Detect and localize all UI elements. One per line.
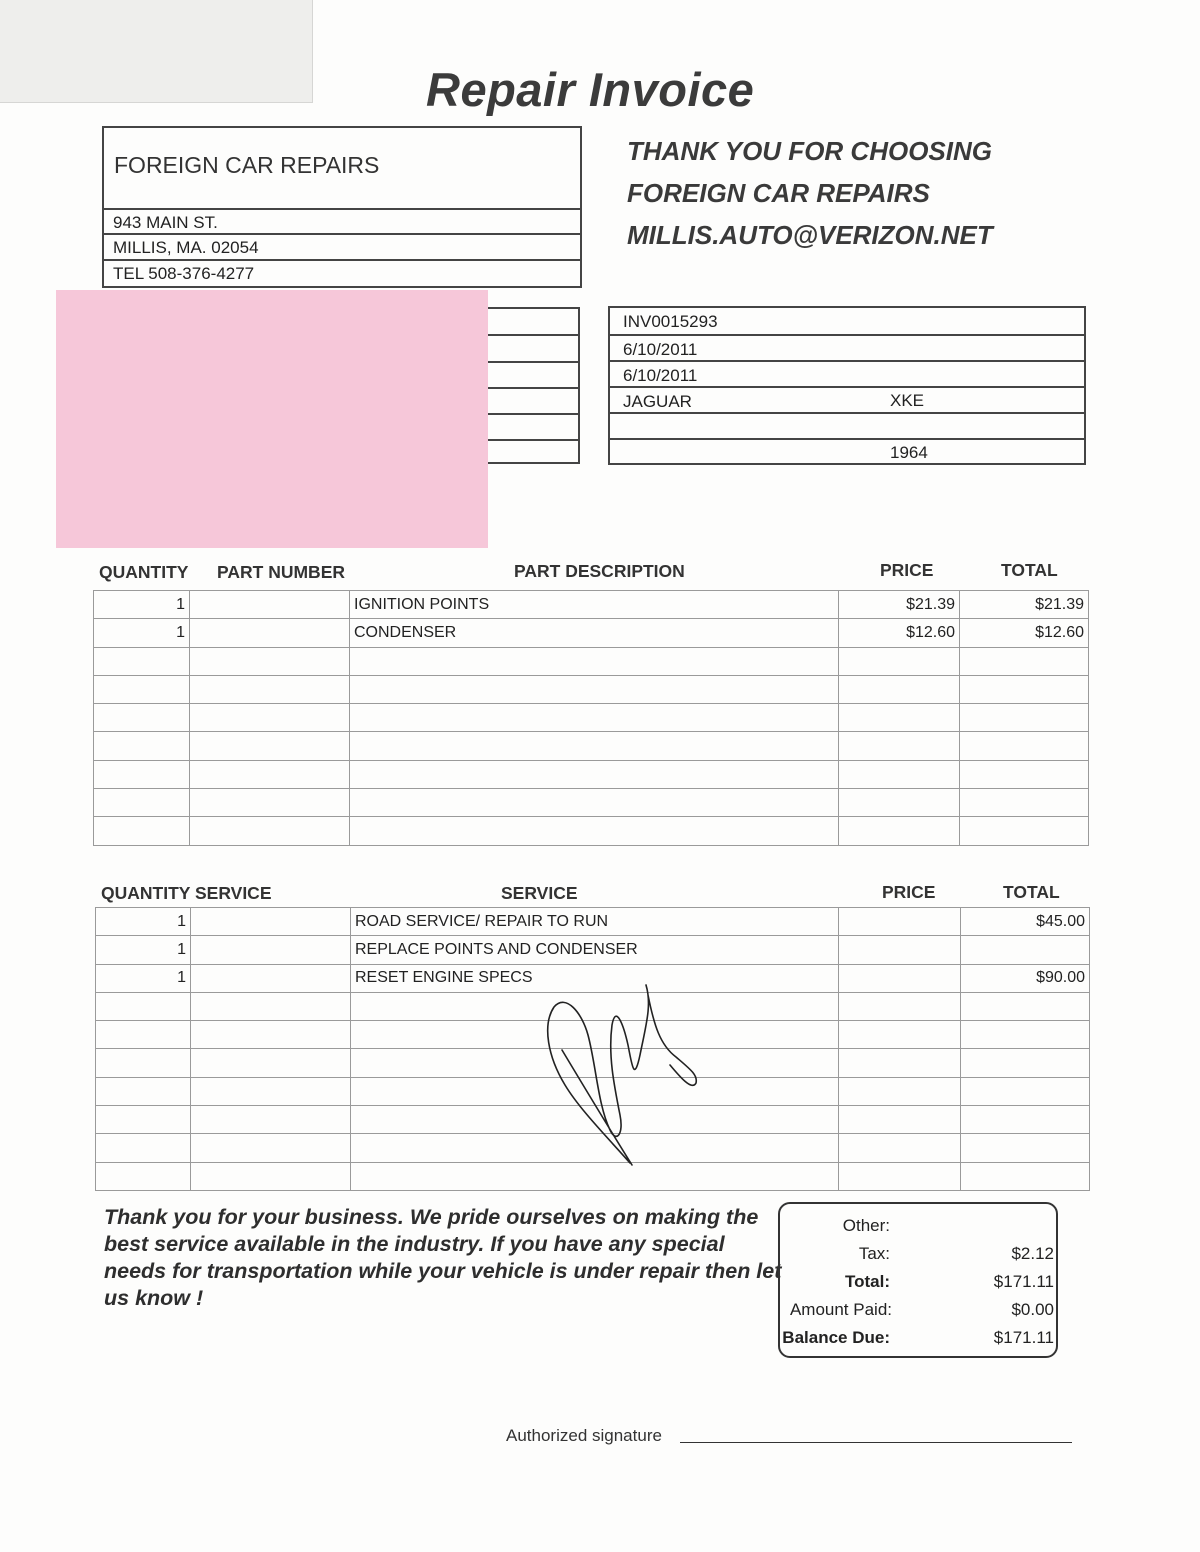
amount-paid-label: Amount Paid: bbox=[789, 1300, 892, 1319]
totals-tax-row bbox=[780, 1244, 1056, 1272]
company-name: FOREIGN CAR REPAIRS bbox=[114, 152, 380, 178]
invoice-date: 6/10/2011 bbox=[610, 334, 1084, 360]
handwritten-signature bbox=[520, 965, 720, 1175]
service-row-service-code bbox=[191, 1106, 351, 1134]
parts-row-total bbox=[960, 704, 1089, 732]
service-row-quantity bbox=[96, 1021, 191, 1049]
amount-paid-value: $0.00 bbox=[1011, 1300, 1054, 1319]
parts-row-quantity bbox=[94, 647, 190, 675]
totals-paid-row bbox=[780, 1300, 1056, 1328]
service-header-total: TOTAL bbox=[1003, 882, 1060, 902]
service-row-total bbox=[961, 936, 1090, 964]
parts-row bbox=[94, 619, 1089, 647]
parts-row-total bbox=[960, 789, 1089, 817]
parts-row-quantity bbox=[94, 760, 190, 788]
service-row-service-code bbox=[191, 1021, 351, 1049]
blank-row bbox=[610, 412, 1084, 438]
parts-row-price bbox=[839, 647, 960, 675]
parts-row bbox=[94, 760, 1089, 788]
parts-row-price bbox=[839, 789, 960, 817]
service-row-service-code bbox=[191, 992, 351, 1020]
service-row-price bbox=[839, 1162, 961, 1190]
address-line-city: MILLIS, MA. 02054 bbox=[104, 233, 580, 258]
parts-row-total bbox=[960, 817, 1089, 845]
service-row-quantity bbox=[96, 992, 191, 1020]
service-row-quantity: 1 bbox=[96, 936, 191, 964]
parts-row bbox=[94, 647, 1089, 675]
parts-row-quantity bbox=[94, 817, 190, 845]
parts-row-description bbox=[350, 704, 839, 732]
service-row-service: RESET ENGINE SPECS bbox=[351, 964, 839, 992]
service-row-total bbox=[961, 1106, 1090, 1134]
service-row-quantity bbox=[96, 1134, 191, 1162]
service-row-price bbox=[839, 1077, 961, 1105]
invoice-number: INV0015293 bbox=[623, 312, 718, 331]
total-value: $171.11 bbox=[993, 1272, 1054, 1291]
parts-row-quantity bbox=[94, 789, 190, 817]
parts-row-part-number bbox=[190, 760, 350, 788]
parts-row-part-number bbox=[190, 789, 350, 817]
parts-row-price: $21.39 bbox=[839, 591, 960, 619]
parts-row bbox=[94, 704, 1089, 732]
service-row-total: $45.00 bbox=[961, 908, 1090, 936]
service-row-service: REPLACE POINTS AND CONDENSER bbox=[351, 936, 839, 964]
vehicle-model: XKE bbox=[890, 391, 925, 410]
parts-header-part-number: PART NUMBER bbox=[217, 562, 346, 582]
closing-message: Thank you for your business. We pride ourselves on making the best service available in the industry. If you have any special needs for transportation while your vehicle is under repair then let us know ! bbox=[104, 1205, 782, 1310]
service-row-service-code bbox=[191, 964, 351, 992]
parts-row-price bbox=[839, 760, 960, 788]
service-row-price bbox=[839, 1106, 961, 1134]
thank-you-line2: FOREIGN CAR REPAIRS bbox=[627, 178, 930, 208]
paper-scrap-overlay bbox=[0, 0, 313, 103]
redaction-block bbox=[56, 290, 488, 548]
parts-row-price: $12.60 bbox=[839, 619, 960, 647]
parts-row-price bbox=[839, 732, 960, 760]
vehicle-make: JAGUAR bbox=[623, 392, 692, 411]
totals-other-row bbox=[780, 1216, 1056, 1244]
service-row-service: ROAD SERVICE/ REPAIR TO RUN bbox=[351, 908, 839, 936]
service-row-total bbox=[961, 992, 1090, 1020]
service-row-total bbox=[961, 1021, 1090, 1049]
parts-row-part-number bbox=[190, 732, 350, 760]
parts-row-quantity: 1 bbox=[94, 619, 190, 647]
service-row-price bbox=[839, 936, 961, 964]
service-header-price: PRICE bbox=[882, 882, 936, 902]
service-row-service-code bbox=[191, 908, 351, 936]
parts-row-total: $12.60 bbox=[960, 619, 1089, 647]
parts-row bbox=[94, 817, 1089, 845]
service-row-service-code bbox=[191, 1134, 351, 1162]
parts-row-description bbox=[350, 675, 839, 703]
service-row-quantity: 1 bbox=[96, 908, 191, 936]
service-row-service-code bbox=[191, 936, 351, 964]
company-info-box bbox=[102, 126, 582, 288]
service-row-total bbox=[961, 1134, 1090, 1162]
parts-row-total bbox=[960, 760, 1089, 788]
service-row bbox=[96, 908, 1090, 936]
parts-row-description: IGNITION POINTS bbox=[350, 591, 839, 619]
parts-table bbox=[93, 590, 1089, 846]
service-header-service: SERVICE bbox=[501, 883, 578, 903]
service-row-quantity bbox=[96, 1106, 191, 1134]
service-row-service-code bbox=[191, 1049, 351, 1077]
totals-box bbox=[778, 1202, 1058, 1358]
service-row-service-code bbox=[191, 1162, 351, 1190]
parts-row bbox=[94, 732, 1089, 760]
parts-row-description bbox=[350, 760, 839, 788]
parts-row-quantity bbox=[94, 704, 190, 732]
parts-row-part-number bbox=[190, 817, 350, 845]
parts-row-description bbox=[350, 789, 839, 817]
parts-row-description: CONDENSER bbox=[350, 619, 839, 647]
parts-row-part-number bbox=[190, 647, 350, 675]
thank-you-line1: THANK YOU FOR CHOOSING bbox=[627, 136, 992, 166]
parts-row bbox=[94, 789, 1089, 817]
invoice-info-box bbox=[608, 306, 1086, 465]
parts-row-part-number bbox=[190, 704, 350, 732]
signature-line bbox=[680, 1442, 1072, 1443]
tax-value: $2.12 bbox=[1011, 1244, 1054, 1263]
service-row-price bbox=[839, 964, 961, 992]
service-row-quantity bbox=[96, 1077, 191, 1105]
service-row-total bbox=[961, 1049, 1090, 1077]
parts-row-description bbox=[350, 647, 839, 675]
service-header-quantity: QUANTITY SERVICE bbox=[101, 883, 272, 903]
parts-row bbox=[94, 591, 1089, 619]
service-row-price bbox=[839, 1134, 961, 1162]
total-label: Total: bbox=[844, 1272, 890, 1291]
parts-row-part-number bbox=[190, 619, 350, 647]
address-line-phone: TEL 508-376-4277 bbox=[104, 259, 580, 284]
parts-header-description: PART DESCRIPTION bbox=[514, 561, 685, 581]
year-row bbox=[610, 438, 1084, 464]
other-label: Other: bbox=[842, 1216, 890, 1235]
vehicle-year: 1964 bbox=[890, 443, 928, 462]
service-row-total bbox=[961, 1077, 1090, 1105]
parts-row-description bbox=[350, 817, 839, 845]
service-row-quantity bbox=[96, 1162, 191, 1190]
parts-header-quantity: QUANTITY bbox=[99, 562, 189, 582]
parts-row-quantity bbox=[94, 675, 190, 703]
parts-row-quantity: 1 bbox=[94, 591, 190, 619]
parts-row-price bbox=[839, 704, 960, 732]
service-date: 6/10/2011 bbox=[610, 360, 1084, 386]
balance-due-value: $171.11 bbox=[993, 1328, 1054, 1347]
parts-header-total: TOTAL bbox=[1001, 560, 1058, 580]
parts-row bbox=[94, 675, 1089, 703]
parts-row-description bbox=[350, 732, 839, 760]
customer-info-box bbox=[484, 307, 580, 464]
invoice-title: Repair Invoice bbox=[426, 63, 755, 116]
tax-label: Tax: bbox=[858, 1244, 890, 1263]
service-row-price bbox=[839, 992, 961, 1020]
parts-row-total bbox=[960, 675, 1089, 703]
parts-row-price bbox=[839, 817, 960, 845]
parts-row-total: $21.39 bbox=[960, 591, 1089, 619]
balance-due-label: Balance Due: bbox=[782, 1328, 890, 1347]
totals-total-row bbox=[780, 1272, 1056, 1300]
vehicle-row bbox=[610, 386, 1084, 412]
totals-balance-row bbox=[780, 1328, 1056, 1356]
parts-row-price bbox=[839, 675, 960, 703]
service-row-quantity bbox=[96, 1049, 191, 1077]
service-row-quantity: 1 bbox=[96, 964, 191, 992]
parts-row-part-number bbox=[190, 591, 350, 619]
thank-you-header bbox=[627, 130, 993, 256]
service-row-price bbox=[839, 1021, 961, 1049]
service-row-price bbox=[839, 1049, 961, 1077]
authorized-signature-label: Authorized signature bbox=[506, 1426, 662, 1445]
parts-row-quantity bbox=[94, 732, 190, 760]
parts-row-part-number bbox=[190, 675, 350, 703]
parts-header-price: PRICE bbox=[880, 560, 934, 580]
service-row-price bbox=[839, 908, 961, 936]
service-row-total: $90.00 bbox=[961, 964, 1090, 992]
service-row-service-code bbox=[191, 1077, 351, 1105]
service-row bbox=[96, 936, 1090, 964]
parts-row-total bbox=[960, 647, 1089, 675]
address-line-street: 943 MAIN ST. bbox=[104, 208, 580, 233]
service-row-total bbox=[961, 1162, 1090, 1190]
parts-row-total bbox=[960, 732, 1089, 760]
thank-you-email: MILLIS.AUTO@VERIZON.NET bbox=[627, 220, 993, 250]
